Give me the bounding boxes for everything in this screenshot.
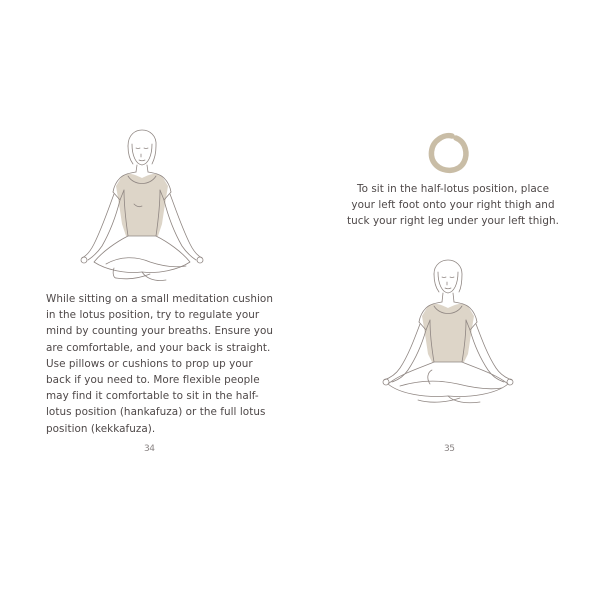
page-number-left: 34 xyxy=(144,444,155,454)
right-body-text: To sit in the half-lotus position, place your left foot onto your right thigh and tuck your right leg under your left thigh. xyxy=(347,183,559,228)
enso-circle-icon xyxy=(426,130,472,176)
left-body-text: While sitting on a small meditation cushion in the lotus position, try to regulate your mind by counting your breaths. Ensure you are comfortable, and your back is straight. Use pillows or cushions to prop up your back if you need to. More flexible people may find it comfortable to sit in the half-lotus position (hankafuza) or the full lotus position (kekkafuza). xyxy=(46,293,274,435)
woman-meditating-half-lotus-icon xyxy=(370,258,526,408)
woman-meditating-lotus-icon xyxy=(76,128,208,288)
page-number-right: 35 xyxy=(444,444,455,454)
